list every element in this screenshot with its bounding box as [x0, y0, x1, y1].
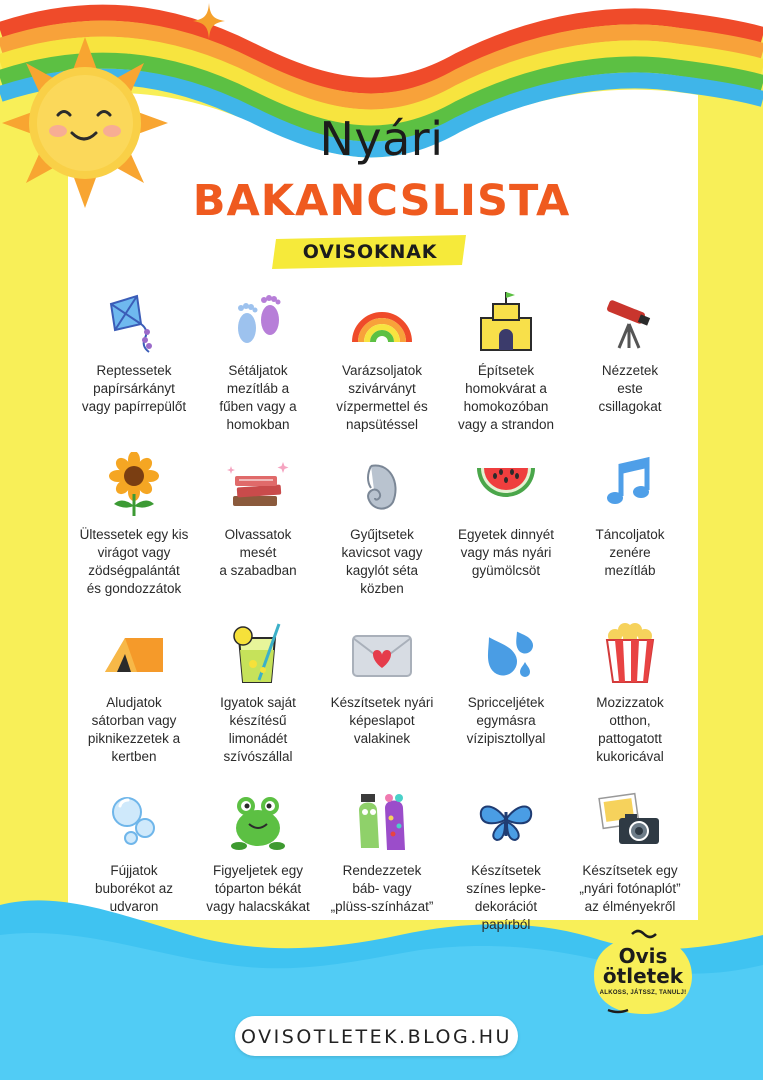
item-label: Spricceljétek egymásra vízipisztollyal	[466, 695, 546, 746]
bubbles-icon	[101, 788, 167, 854]
title-line-2: BAKANCSLISTA	[192, 176, 571, 226]
list-item	[568, 620, 692, 766]
item-label: Készítsetek nyári képeslapot valakinek	[330, 695, 434, 746]
telescope-icon	[597, 288, 663, 354]
list-item	[72, 452, 196, 598]
logo-tagline: ALKOSS, JÁTSSZ, TANULJ!	[599, 990, 687, 996]
lemonade-icon	[225, 620, 291, 686]
title-line-1: Nyári	[319, 112, 444, 166]
list-item	[320, 620, 444, 748]
subtitle: OVISOKNAK	[302, 241, 438, 263]
item-label: Készítsetek színes lepke- dekorációt papírból	[466, 863, 546, 932]
watermelon-icon	[473, 452, 539, 518]
list-item	[196, 288, 320, 434]
item-label: Egyetek dinnyét vagy más nyári gyümölcsöt	[457, 527, 555, 578]
popcorn-icon	[597, 620, 663, 686]
star-icon	[193, 3, 225, 39]
list-item	[72, 620, 196, 766]
list-item	[320, 288, 444, 434]
footprints-icon	[225, 288, 291, 354]
item-label: Gyűjtsetek kavicsot vagy kagylót séta közben	[341, 527, 423, 596]
list-item	[196, 452, 320, 580]
list-item	[320, 788, 444, 916]
sock-puppets-icon	[349, 788, 415, 854]
butterfly-icon	[473, 788, 539, 854]
item-label: Építsetek homokvárat a homokozóban vagy a strandon	[457, 363, 555, 432]
list-item	[444, 452, 568, 580]
music-note-icon	[597, 452, 663, 518]
item-label: Mozizzatok otthon, pattogatott kukoricával	[596, 695, 664, 764]
subtitle-banner	[270, 231, 470, 271]
list-item	[444, 288, 568, 434]
tent-icon	[101, 620, 167, 686]
item-label: Varázsoljatok szivárványt vízpermettel és napsütéssel	[336, 363, 428, 432]
camera-icon	[597, 788, 663, 854]
list-item	[320, 452, 444, 598]
water-drops-icon	[473, 620, 539, 686]
sandcastle-icon	[473, 288, 539, 354]
logo-line-2: ötletek	[602, 964, 684, 988]
list-item	[568, 452, 692, 580]
item-label: Táncoljatok zenére mezítláb	[595, 527, 665, 578]
list-item	[568, 788, 692, 916]
list-item	[196, 620, 320, 766]
item-label: Fújjatok buborékot az udvaron	[94, 863, 174, 914]
item-label: Olvassatok mesét a szabadban	[219, 527, 297, 578]
logo-line-1: Ovis	[618, 944, 668, 968]
list-item	[444, 788, 568, 934]
item-label: Sétáljatok mezítláb a fűben vagy a homokban	[219, 363, 297, 432]
item-label: Aludjatok sátorban vagy piknikezzetek a kertben	[87, 695, 181, 764]
item-label: Igyatok saját készítésű limonádét szívószállal	[220, 695, 296, 764]
sunflower-icon	[101, 452, 167, 518]
item-label: Reptessetek papírsárkányt vagy papírrepülőt	[81, 363, 187, 414]
frog-icon	[225, 788, 291, 854]
love-letter-icon	[349, 620, 415, 686]
footer-url[interactable]: OVISOTLETEK.BLOG.HU	[241, 1026, 512, 1048]
rainbow-icon	[349, 288, 415, 354]
item-label: Figyeljetek egy tóparton békát vagy halacskákat	[206, 863, 310, 914]
seashell-icon	[349, 452, 415, 518]
list-item	[568, 288, 692, 416]
list-item	[196, 788, 320, 916]
item-label: Készítsetek egy „nyári fotónaplót” az élményekről	[579, 863, 681, 914]
footer-url-pill[interactable]	[235, 1016, 518, 1056]
kite-icon	[101, 288, 167, 354]
item-label: Ültessetek egy kis virágot vagy zödségpalántát és gondozzátok	[79, 527, 189, 596]
ovis-otletek-logo	[588, 928, 698, 1018]
list-item	[72, 788, 196, 916]
item-label: Nézzetek este csillagokat	[598, 363, 662, 414]
list-item	[72, 288, 196, 416]
books-icon	[225, 452, 291, 518]
list-item	[444, 620, 568, 748]
item-label: Rendezzetek báb- vagy „plüss-színházat”	[330, 863, 434, 914]
